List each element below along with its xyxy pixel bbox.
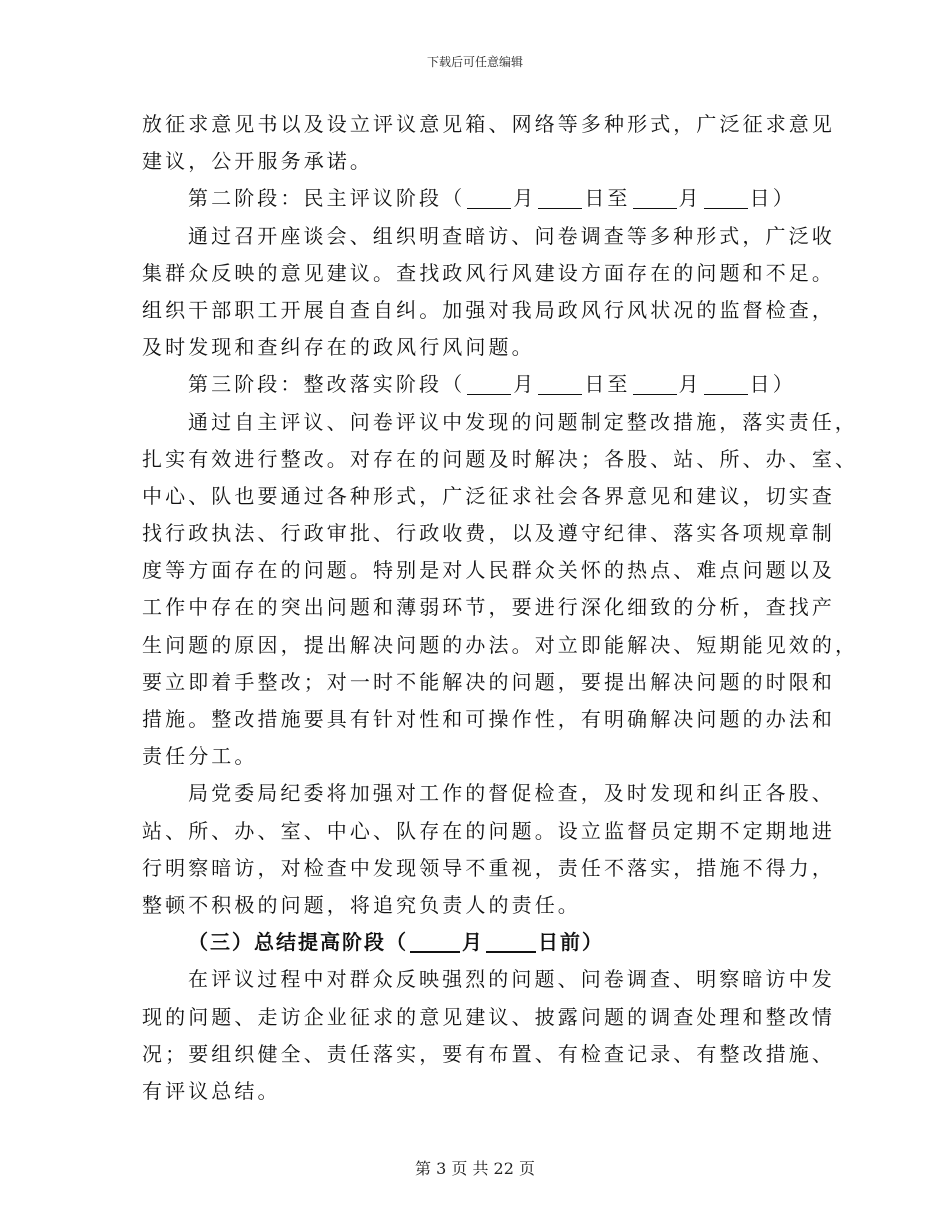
stage2-month: 月 [513, 186, 537, 211]
blank-field [486, 929, 536, 953]
stage3-prefix: 第三阶段：整改落实阶段（ [188, 372, 466, 397]
blank-field [633, 372, 677, 395]
text-line: 局党委局纪委将加强对工作的督促检查，及时发现和纠正各股、 [188, 781, 835, 806]
text-line: 通过自主评议、问卷评议中发现的问题制定整改措施，落实责任， [188, 409, 858, 434]
blank-field [467, 186, 511, 209]
stage3-end: 日） [749, 372, 796, 397]
page-number: 第 3 页 共 22 页 [415, 1159, 535, 1178]
text-line: 在评议过程中对群众反映强烈的问题、问卷调查、明察暗访中发 [188, 967, 835, 992]
section3-end: 日前） [538, 930, 604, 955]
text-line: 集群众反映的意见建议。查找政风行风建设方面存在的问题和不足。 [142, 260, 835, 285]
blank-field [410, 929, 460, 953]
page-header-note: 下载后可任意编辑 [426, 55, 523, 69]
text-line: 中心、队也要通过各种形式，广泛征求社会各界意见和建议，切实查 [142, 483, 835, 508]
section3-heading [142, 924, 810, 961]
blank-field [704, 186, 748, 209]
text-line: 扎实有效进行整改。对存在的问题及时解决；各股、站、所、办、室、 [142, 446, 859, 471]
stage2-day-to: 日至 [584, 186, 631, 211]
text-line: 工作中存在的突出问题和薄弱环节，要进行深化细致的分析，查找产 [142, 595, 835, 620]
text-line: 生问题的原因，提出解决问题的办法。对立即能解决、短期能见效的， [142, 632, 859, 657]
text-line: 行明察暗访，对检查中发现领导不重视，责任不落实，措施不得力， [142, 855, 835, 880]
text-line: 责任分工。 [142, 744, 258, 769]
text-line: 要立即着手整改；对一时不能解决的问题，要提出解决问题的时限和 [142, 669, 835, 694]
text-line: 建议，公开服务承诺。 [142, 149, 373, 174]
text-line: 度等方面存在的问题。特别是对人民群众关怀的热点、难点问题以及 [142, 558, 835, 583]
blank-field [538, 186, 582, 209]
stage2-heading [142, 180, 810, 217]
blank-field [633, 186, 677, 209]
text-line: 放征求意见书以及设立评议意见箱、网络等多种形式，广泛征求意见 [142, 112, 835, 136]
stage2-month2: 月 [678, 186, 702, 211]
stage3-month: 月 [513, 372, 537, 397]
stage3-day-to: 日至 [584, 372, 631, 397]
text-line: 及时发现和查纠存在的政风行风问题。 [142, 335, 535, 360]
stage3-heading [142, 366, 810, 403]
text-line: 通过召开座谈会、组织明查暗访、问卷调查等多种形式，广泛收 [188, 223, 835, 248]
stage3-month2: 月 [678, 372, 702, 397]
stage2-end: 日） [749, 186, 796, 211]
text-line: 整顿不积极的问题，将追究负责人的责任。 [142, 892, 581, 917]
blank-field [467, 372, 511, 395]
stage2-prefix: 第二阶段：民主评议阶段（ [188, 186, 466, 211]
section3-month: 月 [462, 930, 484, 955]
text-line: 措施。整改措施要具有针对性和可操作性，有明确解决问题的办法和 [142, 707, 835, 731]
text-line: 找行政执法、行政审批、行政收费，以及遵守纪律、落实各项规章制 [142, 521, 835, 546]
section3-prefix: （三）总结提高阶段（ [188, 930, 408, 955]
text-line: 况；要组织健全、责任落实，要有布置、有检查记录、有整改措施、 [142, 1041, 835, 1066]
text-line: 有评议总结。 [142, 1078, 281, 1103]
text-line: 站、所、办、室、中心、队存在的问题。设立监督员定期不定期地进 [142, 818, 835, 843]
text-line: 现的问题、走访企业征求的意见建议、披露问题的调查处理和整改情 [142, 1004, 835, 1029]
blank-field [704, 372, 748, 395]
document-body [142, 106, 859, 1110]
text-line: 组织干部职工开展自查自纠。加强对我局政风行风状况的监督检查， [142, 297, 835, 322]
blank-field [538, 372, 582, 395]
